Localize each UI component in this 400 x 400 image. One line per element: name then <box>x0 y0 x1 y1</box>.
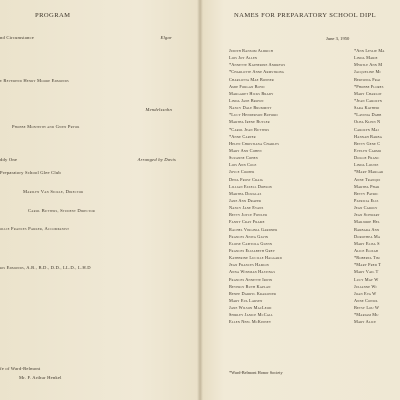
graduate-name: *Annette Katherine Andrews <box>229 62 286 68</box>
graduate-name: Dena Frost Craig <box>229 176 264 182</box>
graduate-name: Barbara Ann <box>354 226 380 232</box>
program-line: ollie Frances Parker, Accompanist <box>0 226 70 231</box>
graduate-name: Dollie Franc <box>354 155 380 161</box>
graduate-name: Eloise Capitola Glenn <box>229 240 273 246</box>
graduate-name: Suzanne Cohen <box>229 155 258 161</box>
graduate-name: Dorothea Ma <box>354 233 381 239</box>
graduate-name: Joyce Cooper <box>229 169 255 175</box>
graduate-name: Jean Caroly <box>354 205 378 211</box>
program-line: Mr. F. Arthur Henkel <box>19 375 62 380</box>
graduate-name: *Charlotte Anne Armstrong <box>229 69 285 75</box>
program-line: ddy One <box>0 157 18 162</box>
graduate-name: Lucy May W <box>354 276 379 282</box>
graduate-name: Mary Elisa S <box>354 240 380 246</box>
program-composer: Elgar <box>160 35 172 40</box>
names-column-2 <box>354 47 385 325</box>
graduate-name: Mary Alice <box>354 319 377 325</box>
graduate-name: Frances Elizabeth Grey <box>229 247 276 253</box>
graduate-name: Frances Anita Gavin <box>229 233 269 239</box>
graduate-name: Jane Wilson MacLeod <box>229 305 272 311</box>
graduate-name: Sara Katheri <box>354 105 380 111</box>
program-line: ris Edmonds, A.B., B.D., D.D., LL.D., L.H.D <box>0 265 91 270</box>
names-column-1 <box>229 47 285 325</box>
graduate-name: Anne Tranqui <box>354 176 381 182</box>
names-heading: NAMES FOR PREPARATORY SCHOOL DIPL <box>234 12 377 19</box>
book-gutter <box>197 0 203 400</box>
graduate-name: Fanny Cray Frame <box>229 219 265 225</box>
graduate-name: *Ann Leslie Ma <box>354 48 385 53</box>
program-heading: PROGRAM <box>35 12 71 19</box>
graduate-name: Lillian Ezzell Dobson <box>229 183 272 189</box>
graduate-name: Martha Phar <box>354 183 380 189</box>
graduate-name: Myrtle Ann M <box>354 62 383 68</box>
program-line: e Reverend Henry Moore Edmonds <box>0 78 69 83</box>
graduate-name: *Phoebe Flores <box>354 83 384 89</box>
graduate-name: Marjorie Hel <box>354 219 380 225</box>
graduate-name: *Mary Fred T <box>354 262 382 268</box>
graduate-name: Betsy Lou W <box>354 305 380 311</box>
graduate-name: Charlotta Mae Bonner <box>229 76 274 82</box>
graduate-name: Alice Elizab <box>354 247 379 253</box>
graduate-name: *Lucy Henderson Buford <box>229 112 278 118</box>
program-line: Phoebe Monteith and Gwen Pryor <box>12 124 80 129</box>
graduate-name: Linda Louise <box>354 162 379 168</box>
graduate-name: Nancy Dale Brummitt <box>229 105 272 111</box>
graduate-name: Katherine Lucille Haggard <box>229 255 282 261</box>
program-line: Carol Butters, Student Director <box>28 208 96 213</box>
graduate-name: Frances Annette Irwin <box>229 276 273 282</box>
graduate-name: Ellen Neel McKinney <box>229 319 272 325</box>
graduate-name: Nancy Jane Evans <box>229 205 264 211</box>
graduate-name: Renee Darryl Krakower <box>229 290 277 296</box>
graduate-name: *Mariam Mu <box>354 312 379 318</box>
graduate-name: *Jean Carolyn <box>354 97 383 103</box>
program-composer: Arranged by Davis <box>137 157 176 162</box>
graduate-name: Bertonia Frai <box>354 76 381 82</box>
graduate-name: Linda Marie <box>354 55 378 61</box>
graduate-name: Judith Ransom Aldrich <box>229 48 274 53</box>
graduate-name: Betty Joyce Fowler <box>229 212 268 218</box>
program-line: nd Circumstance <box>0 35 34 40</box>
graduate-name: Carolyn Mai <box>354 126 379 132</box>
graduate-name: Betty Patric <box>354 190 379 196</box>
graduate-name: Anne Conwa <box>354 297 378 303</box>
graduate-name: *Carol Jean Butters <box>229 126 270 132</box>
graduate-name: Jacqueline Mi <box>354 69 381 75</box>
honor-society-footnote: *Ward-Belmont Honor Society <box>229 370 283 375</box>
program-line: fe of Ward-Belmont <box>0 366 41 371</box>
graduate-name: *Anne Carter <box>229 133 256 139</box>
graduate-name: Julianne Wi <box>354 283 377 289</box>
graduate-name: Rachel Virginia Gardner <box>229 226 278 232</box>
graduate-name: Jane Ann Draper <box>229 197 262 203</box>
graduate-name: *Lavinia Dabb <box>354 112 382 118</box>
program-line: Marilyn Van Sickle, Director <box>23 189 84 194</box>
date-line: June 3, 1950 <box>326 36 350 41</box>
graduate-name: Mary Ann Cohen <box>229 147 262 153</box>
graduate-name: Mary Eva Larsen <box>229 297 263 303</box>
graduate-name: Jean Frances Hamlin <box>229 262 269 268</box>
graduate-name: Beverly Ruth Kaplan <box>229 283 271 289</box>
graduate-name: Anna Wiseman Hastings <box>229 269 276 275</box>
graduate-name: Evelyn Carmo <box>354 147 382 153</box>
graduate-name: Linda Jane Brown <box>229 97 264 103</box>
graduate-name: Lois Ann Cole <box>229 162 257 168</box>
graduate-name: Patricia Eliz <box>354 197 379 203</box>
graduate-name: *Mary Margar <box>354 169 384 175</box>
graduate-name: Olha Klein N <box>354 119 381 125</box>
graduate-name: Amie Forgan Boyd <box>229 83 265 89</box>
graduate-name: Margaret Hicks Brady <box>229 90 274 96</box>
graduate-name: Jean Schwart <box>354 212 380 218</box>
graduate-name: Lois Joy Allen <box>229 55 258 61</box>
graduate-name: Betty Gene C <box>354 140 381 146</box>
graduate-name: Mary Vail T <box>354 269 379 275</box>
program-composer: Mendelssohn <box>145 107 172 112</box>
graduate-name: *Roberta Tim <box>354 255 380 261</box>
program-line: Preparatory School Glee Club <box>0 170 61 175</box>
graduate-name: Hannah Barba <box>354 133 383 139</box>
graduate-name: Mary Charlot <box>354 90 382 96</box>
graduate-name: Joan Eva W <box>354 290 377 296</box>
graduate-name: Martha Irene Butler <box>229 119 270 125</box>
graduate-name: Helen Christiana Charles <box>229 140 280 146</box>
graduate-name: Shirley Janice McCall <box>229 312 274 318</box>
graduate-name: Martha Douglas <box>229 190 262 196</box>
